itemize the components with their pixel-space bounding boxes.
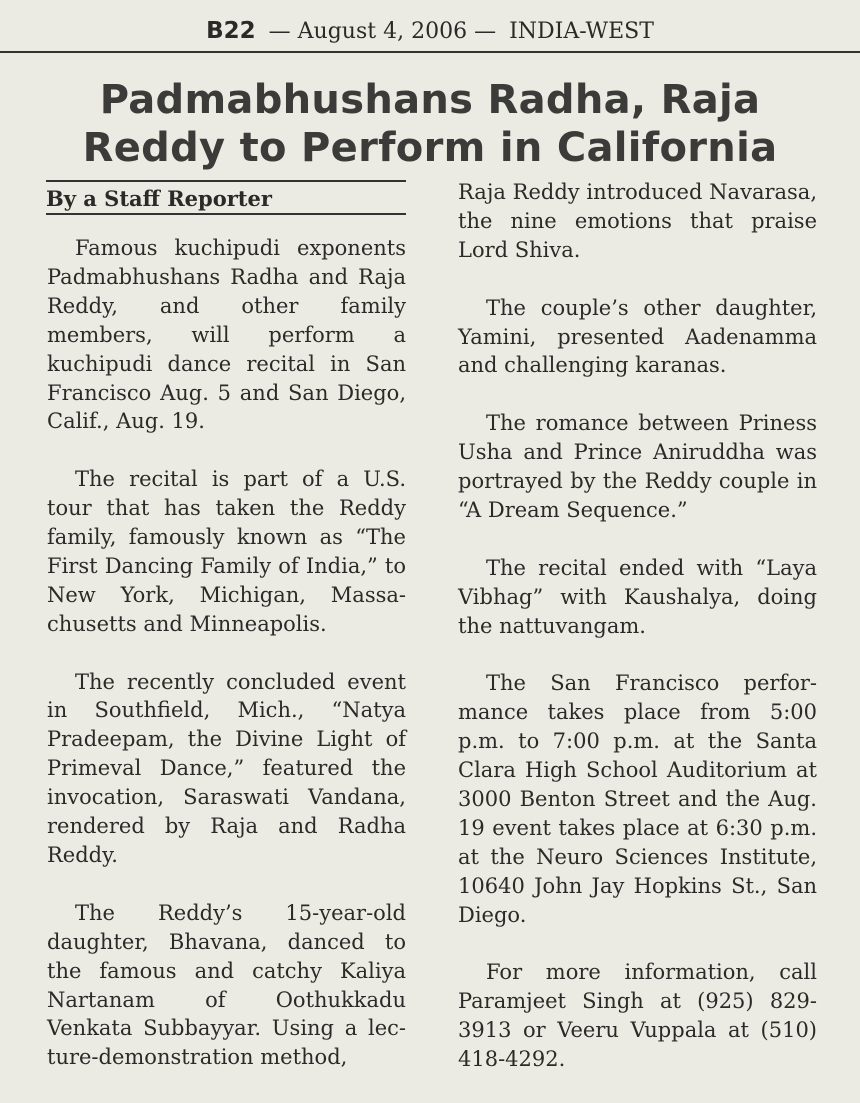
paragraph: Famous kuchipudi exponents Padmabhushans Radha and Raja Reddy, and other family members, will perform a kuchipudi dance recital in San Francisco Aug. 5 and San Diego, Calif., Aug. 19. [47,236,406,434]
paragraph: The recently concluded event in Southfield, Mich., “Natya Pradeepam, the Divine Light of Primeval Dance,” featured the invocation, Saraswati Vandana, rendered by Raja and Radha Reddy. [47,669,406,867]
byline: By a Staff Reporter [46,186,272,211]
paragraph: The recital is part of a U.S. tour that has taken the Reddy family, famously known as “The First Dancing Family of India,” to New York, Michigan, Massa-chusetts and Minneapolis. [47,467,406,636]
paragraph: For more information, call Paramjeet Singh at (925) 829-3913 or Veeru Vuppala at (510) 418-4292. [458,960,817,1072]
headline [40,76,820,172]
article-column-right [458,178,817,1103]
paragraph: The recital ended with “Laya Vibhag” with Kaushalya, doing the nattuvangam. [458,555,817,638]
folio-rule [0,51,860,53]
headline-line-2: Reddy to Perform in California [82,125,778,171]
article-column-left [47,234,406,1101]
paragraph: The Reddy’s 15-year-old daughter, Bhavana, danced to the famous and catchy Kaliya Nartanam of Oothukkadu Venkata Subbayyar. Using a lec-ture-demonstration method, [47,900,406,1070]
page-number: B22 [206,18,256,44]
issue-date: — August 4, 2006 — [268,19,497,44]
byline-rule-top [46,180,406,182]
paragraph: Raja Reddy introduced Navarasa, the nine emotions that praise Lord Shiva. [458,180,817,262]
paragraph: The San Francisco perfor-mance takes place from 5:00 p.m. to 7:00 p.m. at the Santa Clara High School Auditorium at 3000 Benton Street and the Aug. 19 event takes place at 6:30 p.m. at the Neuro Sciences Institute, 10640 John Jay Hopkins St., San Diego. [458,671,817,927]
byline-rule-bottom [46,213,406,215]
page-folio [0,18,860,44]
paragraph: The couple’s other daughter, Yamini, presented Aadenamma and challenging karanas. [458,295,817,378]
headline-line-1: Padmabhushans Radha, Raja [99,77,761,123]
publication-name: INDIA-WEST [509,19,654,44]
paragraph: The romance between Priness Usha and Prince Aniruddha was portrayed by the Reddy couple in “A Dream Sequence.” [458,411,817,522]
